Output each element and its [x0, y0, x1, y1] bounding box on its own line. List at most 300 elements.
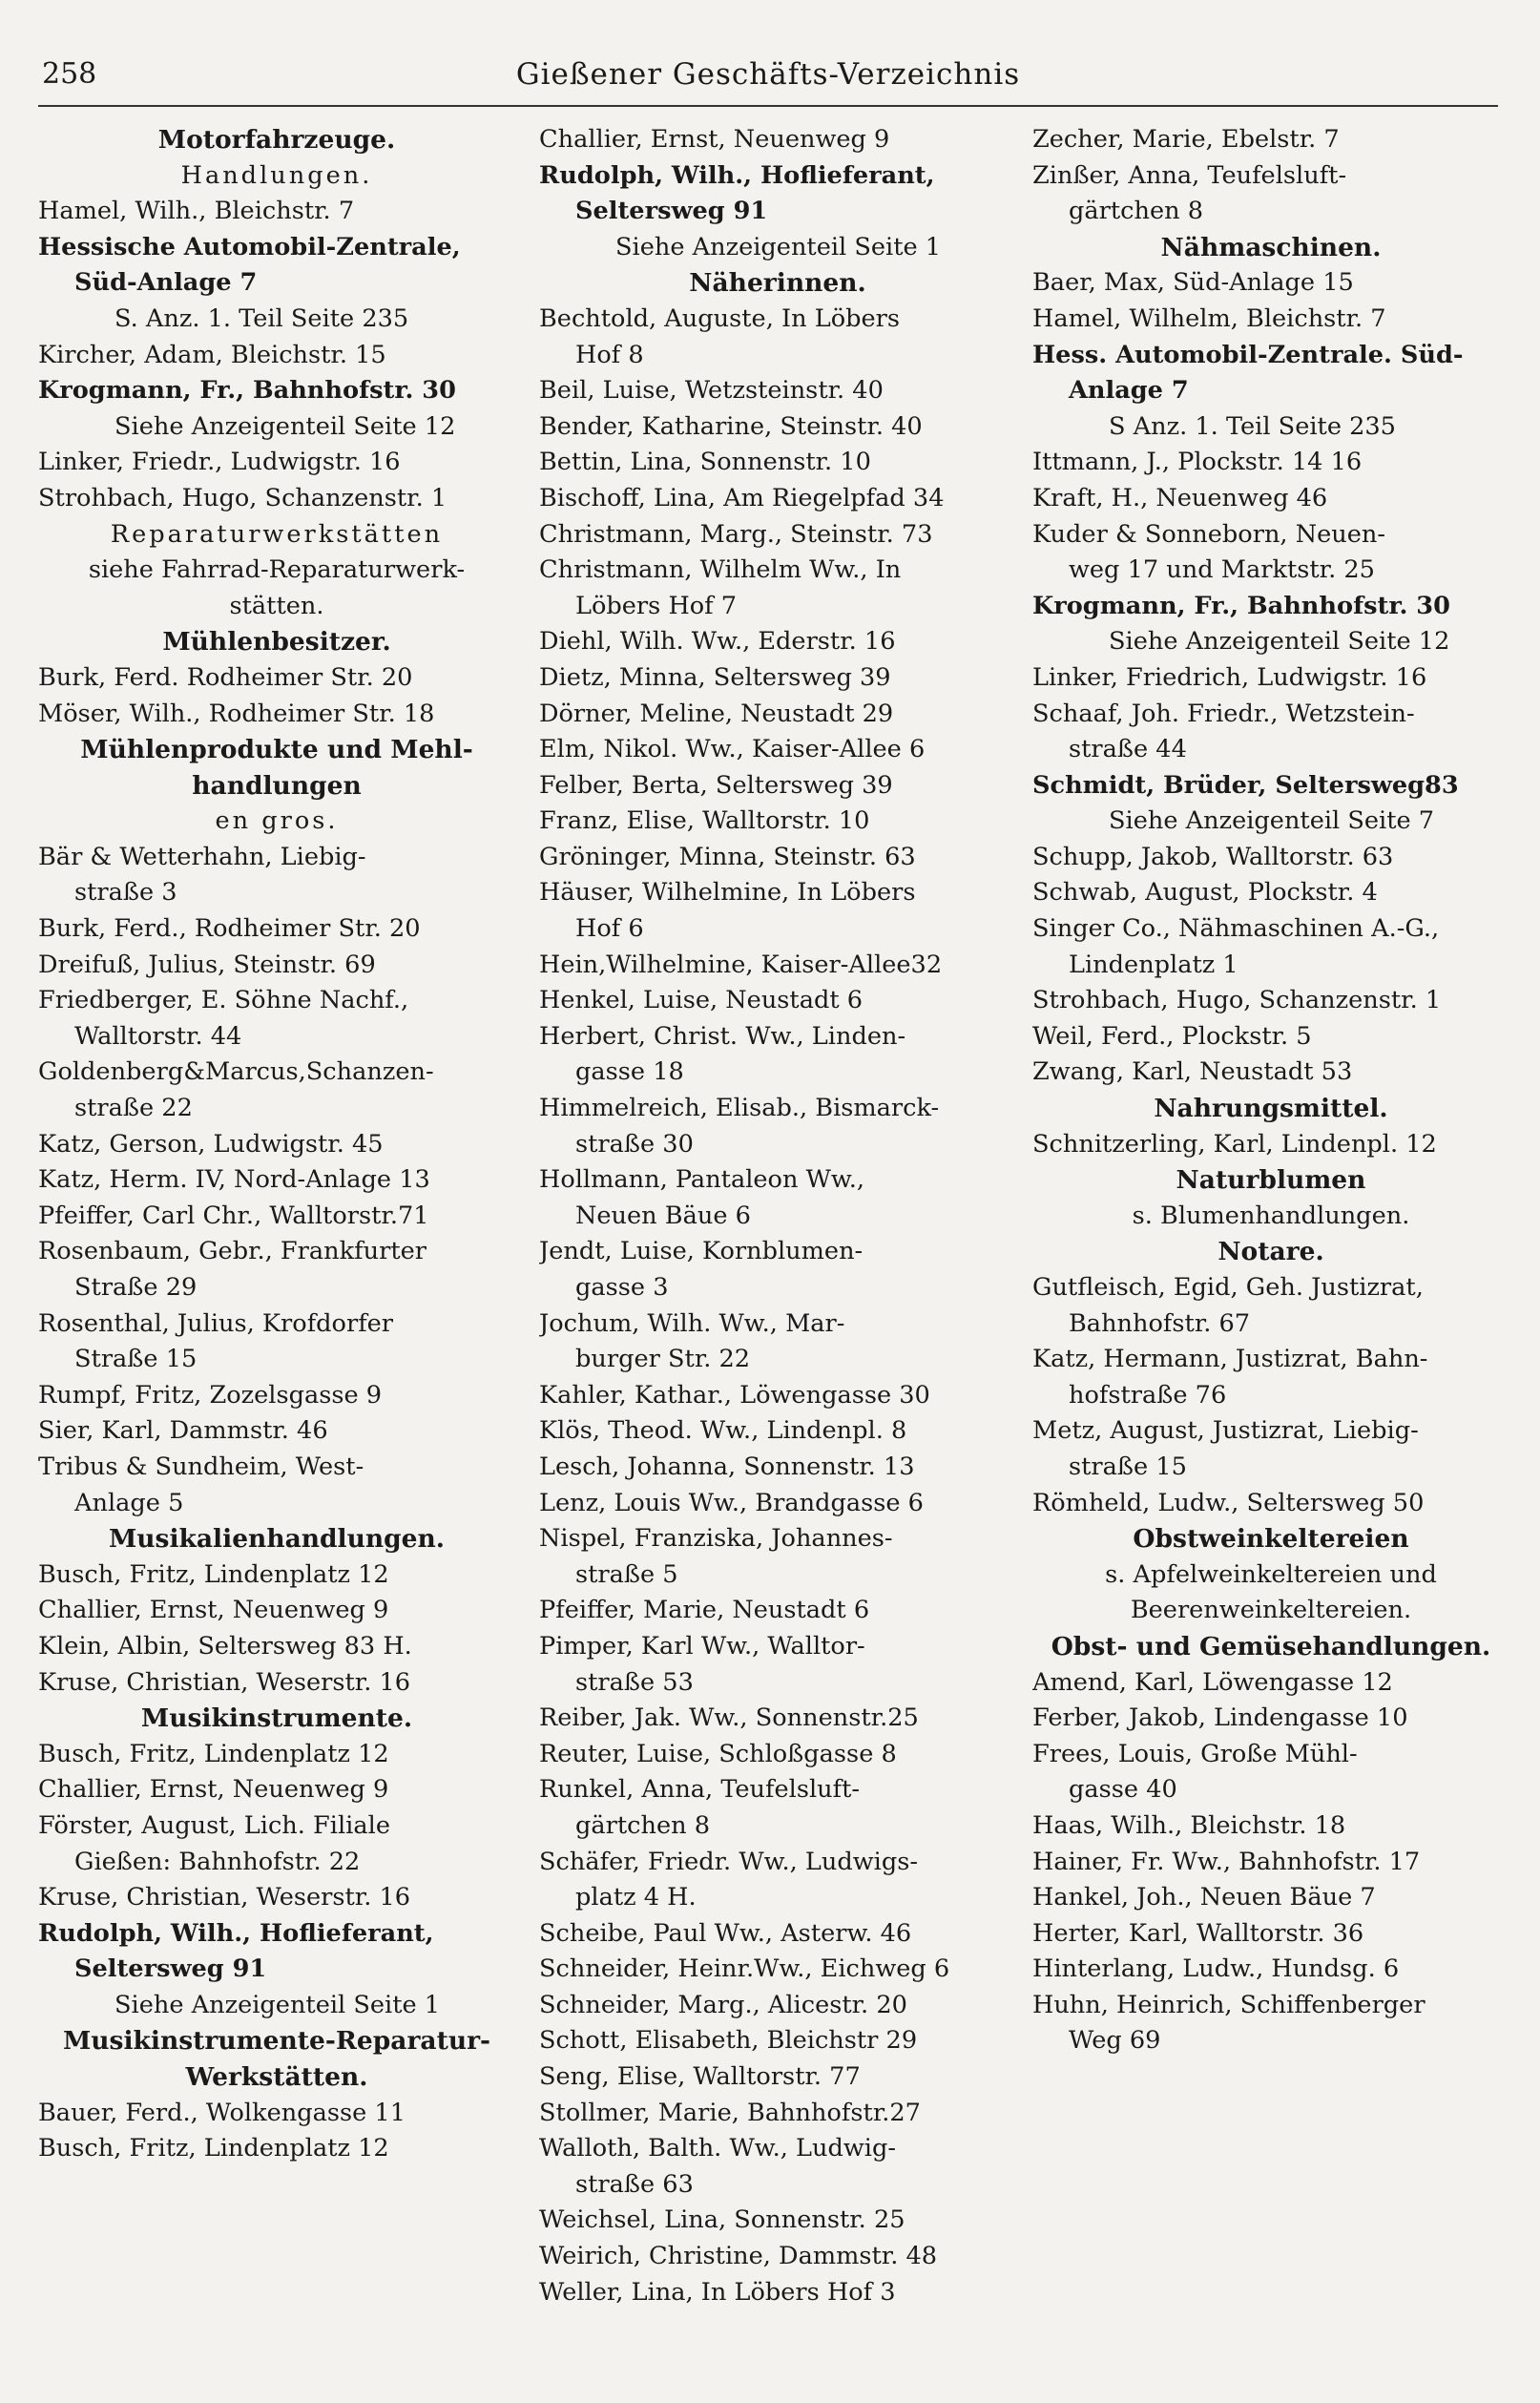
entry-line: Bauer, Ferd., Wolkengasse 11 [38, 2098, 406, 2127]
advertisement-note: S Anz. 1. Teil Seite 235 [1109, 411, 1396, 441]
entry-line: Bechtold, Auguste, In Löbers [539, 303, 901, 333]
directory-entry [539, 409, 1016, 446]
entry-continuation: Walltorstr. 44 [74, 1021, 242, 1051]
directory-entry [38, 230, 515, 302]
advertisement-note: S. Anz. 1. Teil Seite 235 [114, 303, 409, 333]
entry-line: Katz, Hermann, Justizrat, Bahn- [1032, 1345, 1428, 1374]
section-heading-line: Naturblumen [1176, 1165, 1366, 1196]
directory-entry [539, 1701, 1016, 1737]
cross-reference-line: siehe Fahrrad-Reparaturwerk- [88, 555, 466, 585]
directory-entry [539, 122, 1016, 158]
entry-line: Schäfer, Friedr. Ww., Ludwigs- [539, 1847, 919, 1876]
directory-entry [38, 2096, 515, 2132]
directory-entry [539, 840, 1016, 876]
entry-continuation: platz 4 H. [575, 1883, 697, 1912]
entry-line: Strohbach, Hugo, Schanzenstr. 1 [38, 483, 447, 512]
entry-line: Baer, Max, Süd-Anlage 15 [1032, 268, 1354, 298]
entry-line: Zecher, Marie, Ebelstr. 7 [1032, 125, 1340, 154]
page-number: 258 [42, 57, 97, 91]
directory-entry [1032, 1880, 1509, 1916]
entry-line: Strohbach, Hugo, Schanzenstr. 1 [1032, 986, 1442, 1015]
entry-line: Zinßer, Anna, Teufelsluft- [1032, 160, 1347, 190]
cross-reference-line: s. Apfelweinkeltereien und [1105, 1559, 1437, 1589]
section-heading [38, 624, 515, 660]
directory-entry [539, 1486, 1016, 1522]
section-heading-line: Motorfahrzeuge. [157, 125, 396, 155]
directory-entry [38, 697, 515, 733]
directory-entry [539, 948, 1016, 984]
entry-line: Pfeiffer, Marie, Neustadt 6 [539, 1596, 870, 1625]
directory-entry [539, 481, 1016, 517]
directory-entry [539, 1988, 1016, 2024]
section-heading [1032, 1162, 1509, 1199]
entry-line: Schaaf, Joh. Friedr., Wetzstein- [1032, 699, 1415, 728]
entry-line: Tribus & Sundheim, West- [38, 1452, 364, 1481]
entry-line: Frees, Louis, Große Mühl- [1032, 1739, 1358, 1768]
entry-line: Schneider, Heinr.Ww., Eichweg 6 [539, 1954, 950, 1984]
directory-entry [38, 1199, 515, 1235]
directory-entry [1032, 1701, 1509, 1737]
entry-line: Jendt, Luise, Kornblumen- [539, 1237, 864, 1266]
entry-line: Herter, Karl, Walltorstr. 36 [1032, 1918, 1364, 1948]
directory-entry [38, 338, 515, 374]
directory-entry [539, 1772, 1016, 1844]
entry-continuation: Seltersweg 91 [74, 1954, 267, 1984]
entry-line: Schwab, August, Plockstr. 4 [1032, 878, 1378, 908]
entry-continuation: straße 44 [1069, 735, 1187, 764]
entry-line: Dreifuß, Julius, Steinstr. 69 [38, 950, 376, 979]
directory-entry [539, 768, 1016, 804]
entry-line: Bettin, Lina, Sonnenstr. 10 [539, 448, 871, 477]
entry-line: Möser, Wilh., Rodheimer Str. 18 [38, 699, 435, 728]
advertisement-note: Siehe Anzeigenteil Seite 1 [615, 232, 942, 261]
section-heading [1032, 230, 1509, 266]
section-heading-line: Notare. [1217, 1237, 1324, 1267]
entry-line: Bischoff, Lina, Am Riegelpfad 34 [539, 483, 945, 512]
column-left [38, 122, 515, 2167]
section-heading-line: Musikalienhandlungen. [108, 1524, 446, 1555]
directory-entry [1032, 1127, 1509, 1163]
section-heading [1032, 1521, 1509, 1557]
directory-entry [38, 1808, 515, 1880]
entry-line: Busch, Fritz, Lindenplatz 12 [38, 1739, 389, 1768]
directory-entry [539, 1629, 1016, 1701]
section-heading-line: Musikinstrumente-Reparatur- [62, 2026, 491, 2057]
cross-reference [1032, 1557, 1509, 1629]
directory-entry [38, 840, 515, 911]
entry-continuation: hofstraße 76 [1069, 1380, 1227, 1410]
cross-reference-line: Beerenweinkeltereien. [1130, 1596, 1412, 1625]
entry-line: Bender, Katharine, Steinstr. 40 [539, 411, 923, 441]
entry-continuation: Bahnhofstr. 67 [1069, 1308, 1251, 1338]
entry-line: Hamel, Wilh., Bleichstr. 7 [38, 197, 355, 226]
directory-entry [539, 804, 1016, 840]
entry-line: Felber, Berta, Seltersweg 39 [539, 770, 893, 800]
directory-entry [539, 1378, 1016, 1414]
entry-line: Amend, Karl, Löwengasse 12 [1032, 1667, 1393, 1697]
directory-entry [539, 553, 1016, 624]
advertisement-note: Siehe Anzeigenteil Seite 1 [114, 1990, 441, 2019]
entry-continuation: straße 15 [1069, 1452, 1187, 1481]
entry-line: Hein,Wilhelmine, Kaiser-Allee32 [539, 950, 943, 979]
directory-entry [539, 2239, 1016, 2275]
directory-entry [1032, 1916, 1509, 1953]
section-heading-line: Nähmaschinen. [1160, 232, 1382, 262]
section-heading [38, 122, 515, 158]
entry-line: Friedberger, E. Söhne Nachf., [38, 986, 409, 1015]
directory-entry [1032, 517, 1509, 589]
entry-line: Runkel, Anna, Teufelsluft- [539, 1775, 861, 1805]
directory-entry [1032, 1055, 1509, 1091]
entry-continuation: gasse 18 [575, 1057, 684, 1087]
cross-reference-line: stätten. [229, 591, 324, 620]
directory-entry [1032, 302, 1509, 338]
section-heading [1032, 1091, 1509, 1127]
section-heading-line: Werkstätten. [185, 2062, 368, 2093]
entry-line: Rosenbaum, Gebr., Frankfurter [38, 1237, 427, 1266]
entry-line: Nispel, Franziska, Johannes- [539, 1524, 893, 1554]
directory-entry [38, 1234, 515, 1306]
entry-line: Huhn, Heinrich, Schiffenberger [1032, 1990, 1426, 2019]
directory-entry [539, 2096, 1016, 2132]
entry-continuation: Anlage 7 [1069, 376, 1189, 406]
entry-line: Burk, Ferd. Rodheimer Str. 20 [38, 662, 413, 692]
directory-entry [38, 194, 515, 230]
entry-line: Herbert, Christ. Ww., Linden- [539, 1021, 906, 1051]
directory-entry [539, 158, 1016, 230]
directory-entry [38, 1665, 515, 1702]
entry-line: Schupp, Jakob, Walltorstr. 63 [1032, 842, 1394, 871]
directory-entry [539, 373, 1016, 409]
entry-continuation: Anlage 5 [74, 1488, 184, 1517]
section-heading [539, 265, 1016, 302]
entry-line: Sier, Karl, Dammstr. 46 [38, 1416, 328, 1446]
directory-entry [539, 517, 1016, 554]
entry-line: Rumpf, Fritz, Zozelsgasse 9 [38, 1380, 383, 1410]
entry-line: Schmidt, Brüder, Seltersweg83 [1032, 770, 1459, 800]
entry-line: Rudolph, Wilh., Hoflieferant, [38, 1918, 434, 1948]
directory-entry [539, 697, 1016, 733]
entry-line: Rudolph, Wilh., Hoflieferant, [539, 160, 935, 190]
cross-reference [38, 553, 515, 624]
directory-entry [38, 1413, 515, 1450]
entry-line: Scheibe, Paul Ww., Asterw. 46 [539, 1918, 912, 1948]
entry-line: Weil, Ferd., Plockstr. 5 [1032, 1021, 1312, 1051]
entry-line: Beil, Luise, Wetzsteinstr. 40 [539, 376, 884, 406]
directory-entry [539, 445, 1016, 481]
section-heading [38, 2023, 515, 2095]
entry-continuation: Lindenplatz 1 [1069, 950, 1238, 979]
entry-continuation: straße 5 [575, 1559, 678, 1589]
directory-entry [38, 1916, 515, 1988]
directory-entry [1032, 1665, 1509, 1702]
entry-line: Förster, August, Lich. Filiale [38, 1810, 390, 1840]
directory-entry [38, 2131, 515, 2167]
entry-line: Katz, Gerson, Ludwigstr. 45 [38, 1129, 384, 1159]
directory-entry [38, 948, 515, 984]
directory-entry [539, 1019, 1016, 1091]
entry-line: Hess. Automobil-Zentrale. Süd- [1032, 340, 1464, 369]
directory-entry [38, 660, 515, 697]
directory-entry [1032, 589, 1509, 625]
directory-entry [539, 1234, 1016, 1306]
directory-entry [1032, 1845, 1509, 1881]
section-heading-line: Näherinnen. [689, 268, 866, 299]
section-heading [1032, 1629, 1509, 1665]
directory-entry [1032, 660, 1509, 697]
entry-line: Kuder & Sonneborn, Neuen- [1032, 519, 1385, 549]
directory-entry [38, 1557, 515, 1594]
directory-entry [38, 481, 515, 517]
entry-line: Henkel, Luise, Neustadt 6 [539, 986, 864, 1015]
entry-continuation: Straße 29 [74, 1273, 198, 1302]
directory-entry [539, 1737, 1016, 1773]
directory-entry [1032, 1413, 1509, 1485]
entry-line: Schnitzerling, Karl, Lindenpl. 12 [1032, 1129, 1437, 1159]
directory-entry [539, 1162, 1016, 1234]
entry-line: Krogmann, Fr., Bahnhofstr. 30 [1032, 591, 1450, 620]
entry-line: Linker, Friedrich, Ludwigstr. 16 [1032, 662, 1427, 692]
directory-entry [1032, 1270, 1509, 1342]
entry-continuation: gasse 40 [1069, 1775, 1177, 1805]
directory-entry [38, 1593, 515, 1629]
entry-line: Seng, Elise, Walltorstr. 77 [539, 2062, 861, 2092]
entry-line: Pimper, Karl Ww., Walltor- [539, 1631, 865, 1661]
entry-continuation: straße 63 [575, 2169, 694, 2199]
entry-continuation: Neuen Bäue 6 [575, 1201, 751, 1230]
entry-line: Gutfleisch, Egid, Geh. Justizrat, [1032, 1273, 1424, 1302]
entry-line: Pfeiffer, Carl Chr., Walltorstr.71 [38, 1201, 429, 1230]
directory-entry [1032, 338, 1509, 409]
entry-line: Häuser, Wilhelmine, In Löbers [539, 878, 916, 908]
directory-entry [38, 911, 515, 948]
entry-continuation: straße 53 [575, 1667, 694, 1697]
entry-line: Diehl, Wilh. Ww., Ederstr. 16 [539, 627, 896, 657]
section-heading-line: Obst- und Gemüsehandlungen. [1051, 1631, 1491, 1661]
directory-entry [38, 1378, 515, 1414]
entry-line: Walloth, Balth. Ww., Ludwig- [539, 2134, 897, 2163]
entry-line: Challier, Ernst, Neuenweg 9 [38, 1596, 389, 1625]
entry-line: Römheld, Ludw., Seltersweg 50 [1032, 1488, 1425, 1517]
entry-line: Metz, August, Justizrat, Liebig- [1032, 1416, 1419, 1446]
entry-line: Lenz, Louis Ww., Brandgasse 6 [539, 1488, 924, 1517]
directory-entry [539, 2275, 1016, 2311]
entry-continuation: burger Str. 22 [575, 1345, 751, 1374]
entry-line: Kruse, Christian, Weserstr. 16 [38, 1883, 411, 1912]
section-subheading: en gros. [215, 806, 339, 836]
directory-entry [539, 1845, 1016, 1916]
directory-entry [1032, 1486, 1509, 1522]
directory-entry [1032, 1988, 1509, 2059]
entry-line: Haas, Wilh., Bleichstr. 18 [1032, 1810, 1346, 1840]
entry-continuation: gasse 3 [575, 1273, 669, 1302]
directory-entry [1032, 697, 1509, 768]
directory-entry [1032, 1952, 1509, 1988]
directory-entry [38, 1162, 515, 1199]
directory-entry [1032, 265, 1509, 302]
entry-line: Ittmann, J., Plockstr. 14 16 [1032, 448, 1363, 477]
page-header [38, 57, 1498, 107]
entry-line: Elm, Nikol. Ww., Kaiser-Allee 6 [539, 735, 926, 764]
directory-entry [38, 1629, 515, 1665]
entry-line: Lesch, Johanna, Sonnenstr. 13 [539, 1452, 915, 1481]
entry-line: Krogmann, Fr., Bahnhofstr. 30 [38, 376, 456, 406]
column-middle [539, 122, 1016, 2310]
section-heading-line: Mühlenbesitzer. [162, 627, 391, 658]
directory-entry [539, 1521, 1016, 1593]
advertisement-note: Siehe Anzeigenteil Seite 12 [1109, 627, 1450, 657]
directory-entry [539, 1916, 1016, 1953]
entry-line: Busch, Fritz, Lindenplatz 12 [38, 2134, 389, 2163]
directory-entry [1032, 122, 1509, 158]
directory-entry [38, 445, 515, 481]
entry-line: Ferber, Jakob, Lindengasse 10 [1032, 1703, 1408, 1733]
entry-continuation: straße 3 [74, 878, 177, 908]
entry-line: Busch, Fritz, Lindenplatz 12 [38, 1559, 389, 1589]
section-heading-line: Musikinstrumente. [140, 1703, 413, 1734]
entry-continuation: Löbers Hof 7 [575, 591, 738, 620]
section-heading [38, 1701, 515, 1737]
directory-entry [38, 373, 515, 409]
advertisement-note: Siehe Anzeigenteil Seite 7 [1109, 806, 1435, 836]
directory-entry [539, 2203, 1016, 2239]
column-right [1032, 122, 1509, 2059]
directory-entry [1032, 911, 1509, 983]
advertisement-note: Siehe Anzeigenteil Seite 12 [114, 411, 456, 441]
directory-entry [1032, 1808, 1509, 1845]
entry-line: Burk, Ferd., Rodheimer Str. 20 [38, 914, 421, 944]
entry-continuation: straße 22 [74, 1094, 193, 1123]
directory-entry [539, 732, 1016, 768]
entry-line: Reuter, Luise, Schloßgasse 8 [539, 1739, 897, 1768]
entry-line: Schneider, Marg., Alicestr. 20 [539, 1990, 907, 2019]
cross-reference-line: s. Blumenhandlungen. [1132, 1201, 1410, 1230]
entry-continuation: Weg 69 [1069, 2026, 1161, 2056]
section-heading [38, 1521, 515, 1557]
entry-line: Kruse, Christian, Weserstr. 16 [38, 1667, 411, 1697]
entry-line: Christmann, Marg., Steinstr. 73 [539, 519, 933, 549]
section-heading-line: Nahrungsmittel. [1154, 1094, 1388, 1124]
directory-entry [38, 1055, 515, 1126]
entry-line: Dietz, Minna, Seltersweg 39 [539, 662, 891, 692]
section-heading-line: handlungen [192, 770, 362, 801]
entry-continuation: gärtchen 8 [1069, 197, 1204, 226]
entry-continuation: Seltersweg 91 [575, 197, 768, 226]
directory-entry [38, 1127, 515, 1163]
entry-continuation: Straße 15 [74, 1345, 198, 1374]
entry-line: Jochum, Wilh. Ww., Mar- [539, 1308, 845, 1338]
entry-line: Weirich, Christine, Dammstr. 48 [539, 2242, 938, 2271]
directory-entry [1032, 768, 1509, 804]
entry-line: Weller, Lina, In Löbers Hof 3 [539, 2277, 896, 2307]
entry-line: Hinterlang, Ludw., Hundsg. 6 [1032, 1954, 1400, 1984]
directory-entry [539, 2023, 1016, 2059]
section-heading [1032, 1234, 1509, 1270]
entry-line: Singer Co., Nähmaschinen A.-G., [1032, 914, 1440, 944]
entry-line: Hainer, Fr. Ww., Bahnhofstr. 17 [1032, 1847, 1421, 1876]
section-heading [38, 732, 515, 804]
entry-line: Katz, Herm. IV, Nord-Anlage 13 [38, 1165, 430, 1195]
entry-line: Hankel, Joh., Neuen Bäue 7 [1032, 1883, 1376, 1912]
directory-entry [1032, 983, 1509, 1019]
directory-entry [1032, 158, 1509, 230]
directory-entry [1032, 1019, 1509, 1055]
directory-entry [539, 1413, 1016, 1450]
cross-reference [1032, 1199, 1509, 1235]
entry-line: Dörner, Meline, Neustadt 29 [539, 699, 894, 728]
entry-line: Himmelreich, Elisab., Bismarck- [539, 1094, 940, 1123]
directory-entry [38, 1450, 515, 1521]
directory-entry [539, 983, 1016, 1019]
section-subheading: Reparaturwerkstätten [110, 519, 444, 549]
entry-line: Franz, Elise, Walltorstr. 10 [539, 806, 870, 836]
directory-entry [539, 624, 1016, 660]
directory-entry [539, 1450, 1016, 1486]
directory-entry [539, 875, 1016, 947]
running-title: Gießener Geschäfts-Verzeichnis [515, 57, 1021, 92]
directory-entry [38, 1737, 515, 1773]
section-subheading: Handlungen. [180, 160, 373, 190]
entry-line: Kahler, Kathar., Löwengasse 30 [539, 1380, 930, 1410]
entry-line: Hessische Automobil-Zentrale, [38, 232, 461, 261]
entry-line: Linker, Friedr., Ludwigstr. 16 [38, 448, 401, 477]
directory-entry [539, 2131, 1016, 2203]
entry-continuation: weg 17 und Marktstr. 25 [1069, 555, 1375, 585]
entry-line: Goldenberg&Marcus,Schanzen- [38, 1057, 434, 1087]
directory-entry [539, 302, 1016, 373]
entry-line: Rosenthal, Julius, Krofdorfer [38, 1308, 394, 1338]
entry-line: Kraft, H., Neuenweg 46 [1032, 483, 1328, 512]
directory-entry [38, 1306, 515, 1378]
directory-entry [539, 1952, 1016, 1988]
entry-continuation: gärtchen 8 [575, 1810, 711, 1840]
directory-entry [1032, 445, 1509, 481]
directory-entry [1032, 1342, 1509, 1413]
directory-entry [539, 1091, 1016, 1162]
entry-line: Zwang, Karl, Neustadt 53 [1032, 1057, 1353, 1087]
entry-line: Klein, Albin, Seltersweg 83 H. [38, 1631, 412, 1661]
directory-entry [539, 1593, 1016, 1629]
directory-entry [38, 1772, 515, 1808]
entry-line: Schott, Elisabeth, Bleichstr 29 [539, 2026, 918, 2056]
directory-entry [539, 2059, 1016, 2096]
entry-line: Kircher, Adam, Bleichstr. 15 [38, 340, 386, 369]
entry-line: Challier, Ernst, Neuenweg 9 [38, 1775, 389, 1805]
entry-continuation: Hof 8 [575, 340, 644, 369]
entry-line: Reiber, Jak. Ww., Sonnenstr.25 [539, 1703, 919, 1733]
entry-line: Klös, Theod. Ww., Lindenpl. 8 [539, 1416, 907, 1446]
directory-entry [1032, 1737, 1509, 1808]
directory-entry [38, 983, 515, 1055]
directory-entry [1032, 875, 1509, 911]
entry-continuation: Süd-Anlage 7 [74, 268, 258, 298]
entry-continuation: straße 30 [575, 1129, 694, 1159]
entry-line: Weichsel, Lina, Sonnenstr. 25 [539, 2205, 905, 2235]
entry-line: Stollmer, Marie, Bahnhofstr.27 [539, 2098, 921, 2127]
entry-continuation: Hof 6 [575, 914, 644, 944]
entry-continuation: Gießen: Bahnhofstr. 22 [74, 1847, 361, 1876]
entry-line: Gröninger, Minna, Steinstr. 63 [539, 842, 916, 871]
directory-entry [1032, 840, 1509, 876]
directory-entry [539, 1306, 1016, 1378]
section-heading-line: Obstweinkeltereien [1133, 1524, 1409, 1555]
entry-line: Hollmann, Pantaleon Ww., [539, 1165, 865, 1195]
entry-line: Bär & Wetterhahn, Liebig- [38, 842, 366, 871]
directory-entry [38, 1880, 515, 1916]
entry-line: Challier, Ernst, Neuenweg 9 [539, 125, 890, 154]
directory-entry [1032, 481, 1509, 517]
entry-line: Hamel, Wilhelm, Bleichstr. 7 [1032, 303, 1386, 333]
